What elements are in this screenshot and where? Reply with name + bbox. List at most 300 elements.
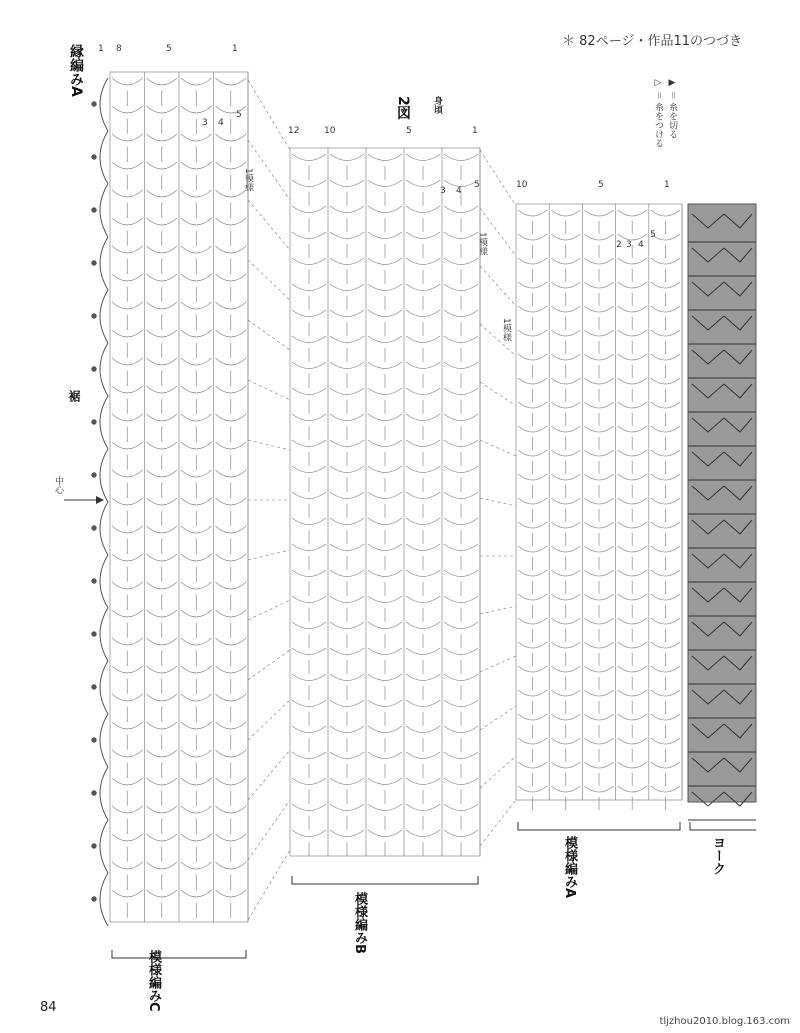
stitch-motif [406,492,440,518]
stitch-motif [216,442,247,470]
connector-line [480,706,516,730]
stitch-motif [181,722,212,750]
stitch-motif [368,596,402,622]
bracket-b [292,876,478,884]
stitch-motif [112,470,143,498]
stitch-motif [584,450,613,474]
stitch-motif [444,206,478,232]
stitch-motif [518,594,547,618]
row-number: 10 [516,180,528,190]
stitch-motif [368,310,402,336]
stitch-motif [147,106,178,134]
stitch-motif [112,834,143,862]
stitch-motif [330,648,364,674]
edging-scallop [100,502,108,555]
edging-scallop [100,767,108,820]
stitch-motif [112,134,143,162]
legend-cut: ▶ ＝ 糸を切る [667,78,677,139]
stitch-motif [292,232,326,258]
stitch-motif [584,786,613,810]
stitch-motif [330,466,364,492]
watermark: tljzhou2010.blog.163.com [659,1016,790,1027]
stitch-motif [147,218,178,246]
figure-title: 2図 [395,96,411,120]
stitch-motif [368,804,402,830]
edging-scallop [100,290,108,343]
stitch-motif [330,492,364,518]
stitch-motif [181,582,212,610]
stitch-motif [518,498,547,522]
stitch-motif [444,752,478,778]
stitch-motif [584,738,613,762]
stitch-motif [368,544,402,570]
stitch-motif [368,362,402,388]
stitch-motif [181,498,212,526]
stitch-motif [147,666,178,694]
stitch-motif [147,498,178,526]
connector-line [248,140,290,200]
stitch-motif [368,570,402,596]
stitch-motif [216,246,247,274]
stitch-motif [406,700,440,726]
stitch-motif [444,180,478,206]
stitch-motif [112,750,143,778]
stitch-motif [330,362,364,388]
stitch-motif [444,596,478,622]
stitch-motif [406,388,440,414]
stitch-motif [181,526,212,554]
stitch-motif [551,474,580,498]
connector-line [248,320,290,350]
stitch-motif [584,330,613,354]
stitch-motif [618,234,647,258]
stitch-motif [551,306,580,330]
stitch-motif [518,306,547,330]
edging-scallop [100,396,108,449]
stitch-motif [181,470,212,498]
stitch-motif [216,218,247,246]
stitch-motif [147,386,178,414]
stitch-motif [147,722,178,750]
row-number: 1 [98,44,104,54]
stitch-motif [147,274,178,302]
stitch-motif [651,210,680,234]
stitch-motif [518,570,547,594]
stitch-motif [444,388,478,414]
edging-scallop [100,184,108,237]
stitch-motif [618,570,647,594]
stitch-motif [584,594,613,618]
stitch-motif [551,642,580,666]
stitch-motif [651,450,680,474]
stitch-motif [181,330,212,358]
stitch-motif [406,518,440,544]
stitch-motif [651,234,680,258]
stitch-motif [147,78,178,106]
stitch-motif [181,246,212,274]
stitch-motif [181,834,212,862]
stitch-motif [518,618,547,642]
stitch-motif [292,388,326,414]
stitch-motif [368,388,402,414]
bracket-a [518,822,680,830]
stitch-motif [147,834,178,862]
stitch-motif [651,306,680,330]
stitch-motif [147,246,178,274]
stitch-motif [618,738,647,762]
stitch-motif [112,162,143,190]
connector-line [248,200,290,250]
stitch-motif [518,714,547,738]
stitch-motif [406,596,440,622]
stitch-motif [618,426,647,450]
edging-picot [92,367,96,371]
edging-scallop [100,555,108,608]
stitch-motif [330,700,364,726]
stitch-motif [551,210,580,234]
stitch-motif [330,258,364,284]
edging-scallop [100,78,108,131]
stitch-motif [292,258,326,284]
row-number: 4 [456,186,462,196]
stitch-motif [584,426,613,450]
stitch-motif [292,206,326,232]
stitch-motif [181,218,212,246]
stitch-motif [551,522,580,546]
stitch-motif [551,546,580,570]
stitch-motif [368,466,402,492]
connector-line [480,606,516,614]
stitch-motif [292,570,326,596]
stitch-motif [216,330,247,358]
stitch-motif [368,154,402,180]
stitch-motif [406,726,440,752]
stitch-motif [651,594,680,618]
stitch-motif [444,518,478,544]
stitch-motif [551,594,580,618]
stitch-motif [518,690,547,714]
stitch-motif [551,330,580,354]
stitch-motif [518,210,547,234]
stitch-motif [216,526,247,554]
stitch-motif [112,806,143,834]
stitch-motif [651,402,680,426]
stitch-motif [518,546,547,570]
stitch-motif [368,674,402,700]
stitch-motif [216,162,247,190]
stitch-motif [292,622,326,648]
stitch-motif [216,806,247,834]
row-number: 1 [232,44,238,54]
label-one-pattern-b: 1模様 [477,232,487,256]
stitch-motif [292,674,326,700]
stitch-motif [618,282,647,306]
stitch-motif [618,522,647,546]
stitch-motif [147,526,178,554]
stitch-motif [651,666,680,690]
stitch-motif [368,726,402,752]
stitch-motif [330,726,364,752]
stitch-motif [651,714,680,738]
stitch-motif [444,440,478,466]
stitch-motif [444,778,478,804]
row-number: 3 [440,186,446,196]
stitch-motif [181,274,212,302]
stitch-motif [444,674,478,700]
stitch-motif [147,610,178,638]
stitch-motif [584,546,613,570]
stitch-motif [112,610,143,638]
figure-subtitle: 身頃 [432,96,442,114]
stitch-motif [584,522,613,546]
row-number: 8 [116,44,122,54]
stitch-motif [147,330,178,358]
stitch-motif [330,440,364,466]
stitch-motif [147,862,178,890]
stitch-motif [147,750,178,778]
stitch-motif [216,862,247,890]
stitch-motif [216,554,247,582]
edging-picot [92,208,96,212]
stitch-motif [444,830,478,856]
connector-line [248,550,290,560]
stitch-motif [444,648,478,674]
connector-line [480,756,516,788]
stitch-motif [181,862,212,890]
stitch-motif [551,450,580,474]
stitch-motif [330,752,364,778]
label-pattern-c: 模様編みC [146,950,161,1012]
row-number: 2 [616,240,622,250]
row-number: 10 [324,126,336,136]
connector-line [248,600,290,620]
connector-line [480,440,516,456]
stitch-motif [292,648,326,674]
stitch-motif [406,180,440,206]
stitch-motif [444,414,478,440]
edging-picot [92,844,96,848]
stitch-motif [406,804,440,830]
stitch-motif [216,778,247,806]
stitch-motif [618,258,647,282]
stitch-motif [181,162,212,190]
stitch-motif [444,570,478,596]
connector-line [248,750,290,800]
stitch-motif [444,336,478,362]
stitch-motif [406,830,440,856]
stitch-motif [292,492,326,518]
stitch-motif [292,284,326,310]
stitch-motif [368,830,402,856]
stitch-motif [518,234,547,258]
stitch-motif [147,470,178,498]
bracket-c [112,950,246,958]
stitch-motif [551,498,580,522]
stitch-motif [216,106,247,134]
stitch-motif [406,440,440,466]
connector-line [480,498,516,506]
bracket-yoke [690,822,756,830]
stitch-motif [147,190,178,218]
stitch-motif [216,610,247,638]
stitch-motif [181,750,212,778]
stitch-motif [518,738,547,762]
stitch-motif [330,206,364,232]
row-number: 5 [650,230,656,240]
stitch-motif [551,378,580,402]
stitch-motif [518,354,547,378]
stitch-motif [551,258,580,282]
stitch-motif [618,402,647,426]
stitch-motif [181,778,212,806]
stitch-motif [444,232,478,258]
edging-scallop [100,714,108,767]
stitch-motif [147,694,178,722]
stitch-motif [292,778,326,804]
stitch-motif [330,778,364,804]
stitch-motif [112,246,143,274]
stitch-motif [292,700,326,726]
stitch-motif [618,474,647,498]
stitch-motif [330,414,364,440]
stitch-motif [406,778,440,804]
edging-picot [92,155,96,159]
stitch-motif [584,762,613,786]
stitch-motif [147,302,178,330]
stitch-motif [330,518,364,544]
stitch-motif [651,618,680,642]
label-edging-a: 縁編みA [68,44,84,97]
stitch-motif [292,596,326,622]
stitch-motif [112,778,143,806]
stitch-motif [651,330,680,354]
stitch-motif [444,258,478,284]
stitch-motif [216,638,247,666]
stitch-motif [112,722,143,750]
stitch-motif [551,618,580,642]
page-number: 84 [40,1000,57,1015]
stitch-motif [292,726,326,752]
stitch-motif [292,310,326,336]
stitch-motif [216,694,247,722]
stitch-motif [216,414,247,442]
stitch-motif [292,804,326,830]
stitch-motif [584,378,613,402]
stitch-motif [551,714,580,738]
stitch-motif [444,700,478,726]
stitch-motif [216,190,247,218]
row-number: 3 [202,118,208,128]
stitch-motif [368,778,402,804]
stitch-motif [406,674,440,700]
stitch-motif [618,618,647,642]
stitch-motif [112,666,143,694]
stitch-motif [181,190,212,218]
stitch-motif [368,180,402,206]
label-hem: 裾 [67,390,81,402]
stitch-motif [368,232,402,258]
edging-scallop [100,661,108,714]
stitch-motif [444,622,478,648]
stitch-motif [584,714,613,738]
stitch-motif [618,354,647,378]
stitch-motif [330,284,364,310]
stitch-motif [330,388,364,414]
stitch-motif [518,258,547,282]
legend-attach: ▷ ＝ 糸をつける [653,78,663,148]
stitch-motif [181,610,212,638]
edging-scallop [100,237,108,290]
stitch-motif [292,544,326,570]
stitch-motif [406,284,440,310]
stitch-motif [584,690,613,714]
stitch-motif [444,726,478,752]
row-number: 1 [664,180,670,190]
stitch-motif [330,310,364,336]
stitch-motif [406,258,440,284]
stitch-motif [651,426,680,450]
connector-line [480,266,516,306]
stitch-motif [618,546,647,570]
stitch-motif [292,752,326,778]
stitch-motif [112,498,143,526]
connector-line [480,208,516,256]
stitch-motif [147,582,178,610]
stitch-motif [112,554,143,582]
stitch-motif [112,582,143,610]
stitch-motif [147,778,178,806]
connector-line [480,382,516,406]
stitch-motif [618,714,647,738]
connector-line [248,380,290,400]
stitch-motif [551,762,580,786]
edging-picot [92,314,96,318]
stitch-motif [618,378,647,402]
stitch-motif [584,474,613,498]
stitch-motif [618,762,647,786]
stitch-motif [368,622,402,648]
edging-scallop [100,873,108,926]
stitch-motif [444,284,478,310]
stitch-motif [216,358,247,386]
stitch-motif [551,234,580,258]
stitch-motif [551,402,580,426]
stitch-motif [216,134,247,162]
row-number: 5 [598,180,604,190]
stitch-motif [292,362,326,388]
stitch-motif [551,738,580,762]
stitch-motif [406,466,440,492]
stitch-motif [112,274,143,302]
stitch-motif [181,134,212,162]
connector-line [480,324,516,356]
edging-picot [92,526,96,530]
label-one-pattern-a: 1模様 [501,318,511,342]
stitch-motif [112,890,143,918]
stitch-motif [216,470,247,498]
stitch-motif [216,78,247,106]
stitch-motif [147,414,178,442]
stitch-motif [112,330,143,358]
stitch-motif [112,638,143,666]
stitch-motif [651,690,680,714]
stitch-motif [518,786,547,810]
stitch-motif [551,690,580,714]
stitch-motif [112,862,143,890]
label-center: 中心 [53,476,63,494]
stitch-motif [444,154,478,180]
label-yoke: ヨーク [710,836,725,875]
